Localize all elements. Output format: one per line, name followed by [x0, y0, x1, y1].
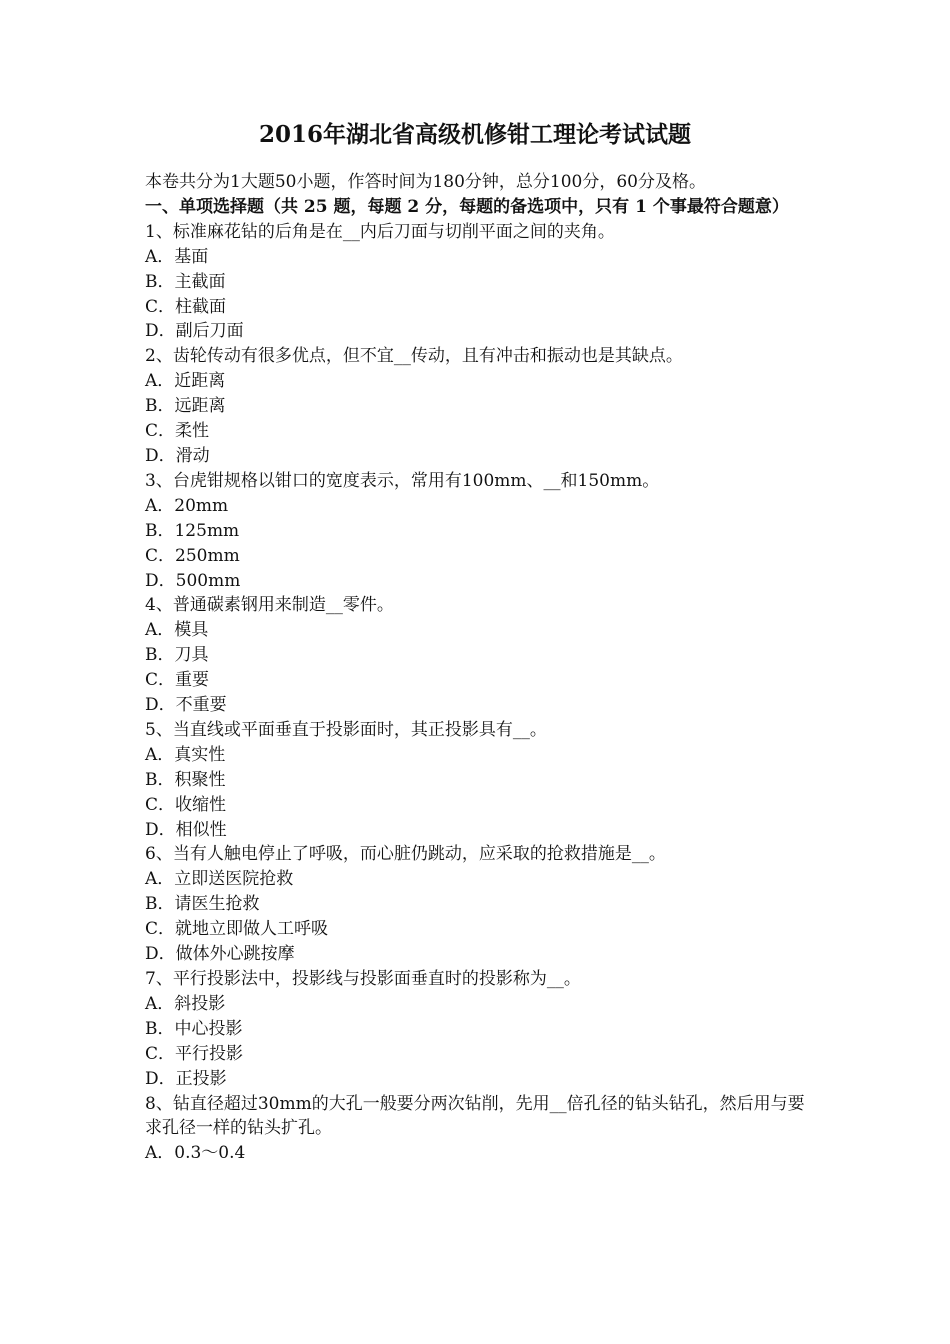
option-b: B．刀具	[145, 645, 209, 666]
question-stem: 8、钻直径超过30mm的大孔一般要分两次钻削，先用__倍孔径的钻头钻孔，然后用与要求孔径一样的钻头扩孔。	[145, 1093, 805, 1139]
question-stem: 4、普通碳素钢用来制造__零件。	[145, 595, 394, 616]
option-b: B．125mm	[145, 520, 240, 541]
option-c: C．平行投影	[145, 1043, 244, 1064]
question-stem: 2、齿轮传动有很多优点，但不宜__传动，且有冲击和振动也是其缺点。	[145, 346, 683, 367]
option-b: B．积聚性	[145, 769, 226, 790]
option-b: B．主截面	[145, 271, 226, 292]
option-c: C．柱截面	[145, 296, 227, 317]
question-3	[145, 469, 810, 594]
option-a: A．斜投影	[145, 993, 226, 1014]
option-a: A．20mm	[145, 495, 229, 516]
option-d: D．不重要	[145, 695, 227, 716]
question-2	[145, 344, 810, 469]
option-a: A．模具	[145, 620, 209, 641]
option-a: A．基面	[145, 246, 209, 267]
option-c: C．250mm	[145, 545, 240, 566]
section-heading: 一、单项选择题（共 25 题，每题 2 分，每题的备选项中，只有 1 个事最符合题意）	[145, 196, 789, 217]
option-b: B．远距离	[145, 396, 226, 417]
option-d: D．相似性	[145, 819, 227, 840]
option-a: A．真实性	[145, 744, 226, 765]
document-title: 2016年湖北省高级机修钳工理论考试试题	[258, 121, 691, 148]
question-stem: 3、台虎钳规格以钳口的宽度表示，常用有100mm、__和150mm。	[145, 470, 660, 491]
question-8	[145, 1092, 810, 1167]
question-stem: 7、平行投影法中，投影线与投影面垂直时的投影称为__。	[145, 969, 581, 989]
option-d: D．滑动	[145, 445, 210, 466]
option-d: D．正投影	[145, 1068, 227, 1089]
option-c: C．就地立即做人工呼吸	[145, 919, 329, 940]
document-body	[145, 170, 810, 1166]
intro-text: 本卷共分为1大题50小题，作答时间为180分钟，总分100分，60分及格。	[145, 172, 706, 192]
question-4	[145, 593, 810, 718]
option-d: D．500mm	[145, 570, 241, 591]
option-c: C．重要	[145, 670, 210, 691]
option-a: A．立即送医院抢救	[145, 869, 294, 890]
option-c: C．收缩性	[145, 794, 227, 815]
question-stem: 6、当有人触电停止了呼吸，而心脏仍跳动，应采取的抢救措施是__。	[145, 844, 666, 865]
question-5	[145, 718, 810, 843]
question-6	[145, 842, 810, 967]
question-stem: 5、当直线或平面垂直于投影面时，其正投影具有__。	[145, 719, 547, 740]
option-d: D．做体外心跳按摩	[145, 944, 295, 965]
question-stem: 1、标准麻花钻的后角是在__内后刀面与切削平面之间的夹角。	[145, 221, 615, 242]
option-b: B．请医生抢救	[145, 894, 260, 915]
question-7	[145, 967, 810, 1092]
option-a: A．近距离	[145, 371, 226, 392]
option-b: B．中心投影	[145, 1018, 243, 1039]
option-a: A．0.3～0.4	[145, 1143, 246, 1164]
option-d: D．副后刀面	[145, 321, 244, 342]
option-c: C．柔性	[145, 421, 210, 442]
question-1	[145, 220, 810, 345]
